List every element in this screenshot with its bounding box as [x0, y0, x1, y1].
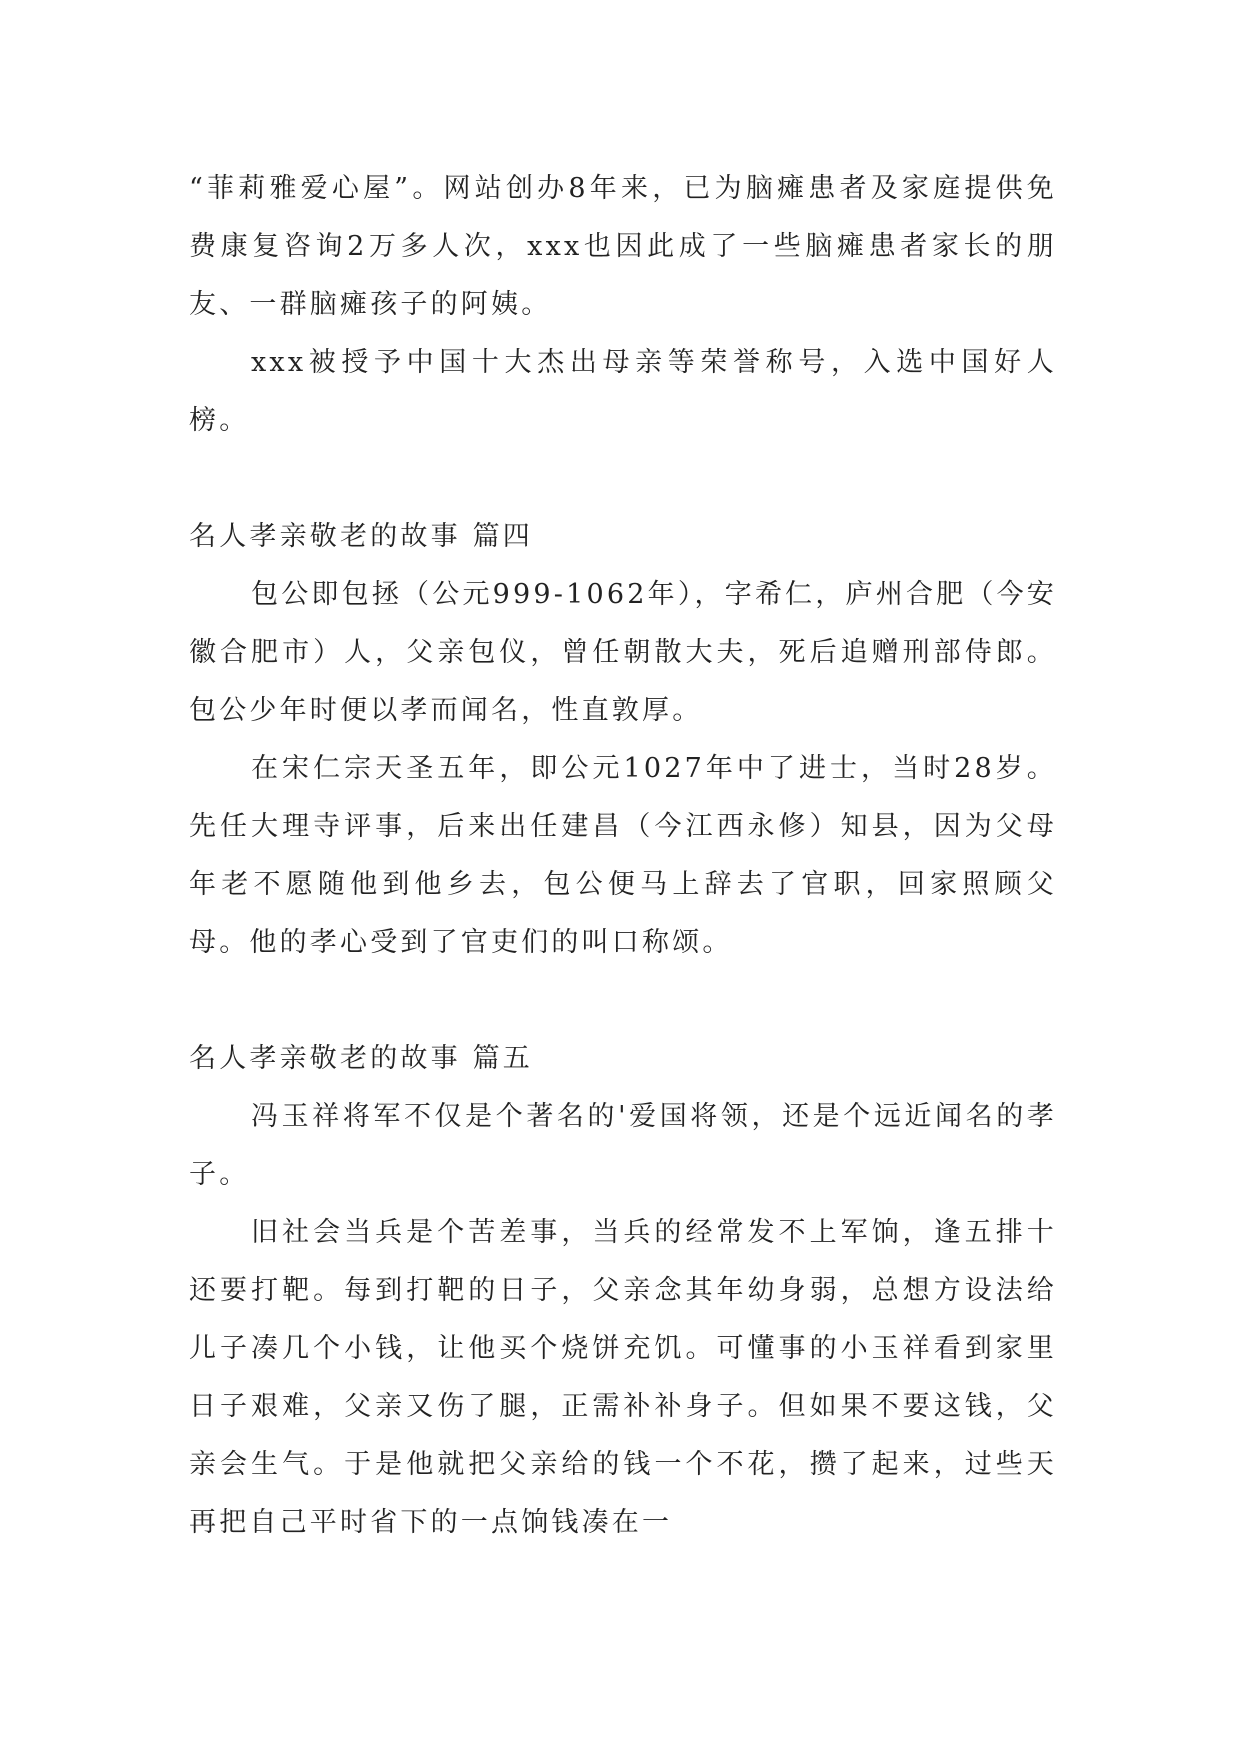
- paragraph: xxx被授予中国十大杰出母亲等荣誉称号，入选中国好人榜。: [189, 347, 1057, 436]
- paragraph: 冯玉祥将军不仅是个著名的'爱国将领，还是个远近闻名的孝子。: [189, 1101, 1057, 1190]
- paragraph: “菲莉雅爱心屋”。网站创办8年来，已为脑瘫患者及家庭提供免费康复咨询2万多人次，xxx也因此成了一些脑瘫患者家长的朋友、一群脑瘫孩子的阿姨。: [189, 173, 1057, 320]
- document-body: [189, 160, 1057, 1552]
- paragraph: 旧社会当兵是个苦差事，当兵的经常发不上军饷，逢五排十还要打靶。每到打靶的日子，父亲念其年幼身弱，总想方设法给儿子凑几个小钱，让他买个烧饼充饥。可懂事的小玉祥看到家里日子艰难，父亲又伤了腿，正需补补身子。但如果不要这钱，父亲会生气。于是他就把父亲给的钱一个不花，攒了起来，过些天再把自己平时省下的一点饷钱凑在一: [189, 1217, 1057, 1538]
- paragraph: 在宋仁宗天圣五年，即公元1027年中了进士，当时28岁。先任大理寺评事，后来出任建昌（今江西永修）知县，因为父母年老不愿随他到他乡去，包公便马上辞去了官职，回家照顾父母。他的孝心受到了官吏们的叫口称颂。: [189, 753, 1057, 958]
- section-heading-4: 名人孝亲敬老的故事 篇四: [189, 521, 533, 552]
- section-heading-5: 名人孝亲敬老的故事 篇五: [189, 1043, 533, 1074]
- paragraph: 包公即包拯（公元999-1062年），字希仁，庐州合肥（今安徽合肥市）人，父亲包仪，曾任朝散大夫，死后追赠刑部侍郎。包公少年时便以孝而闻名，性直敦厚。: [189, 579, 1057, 726]
